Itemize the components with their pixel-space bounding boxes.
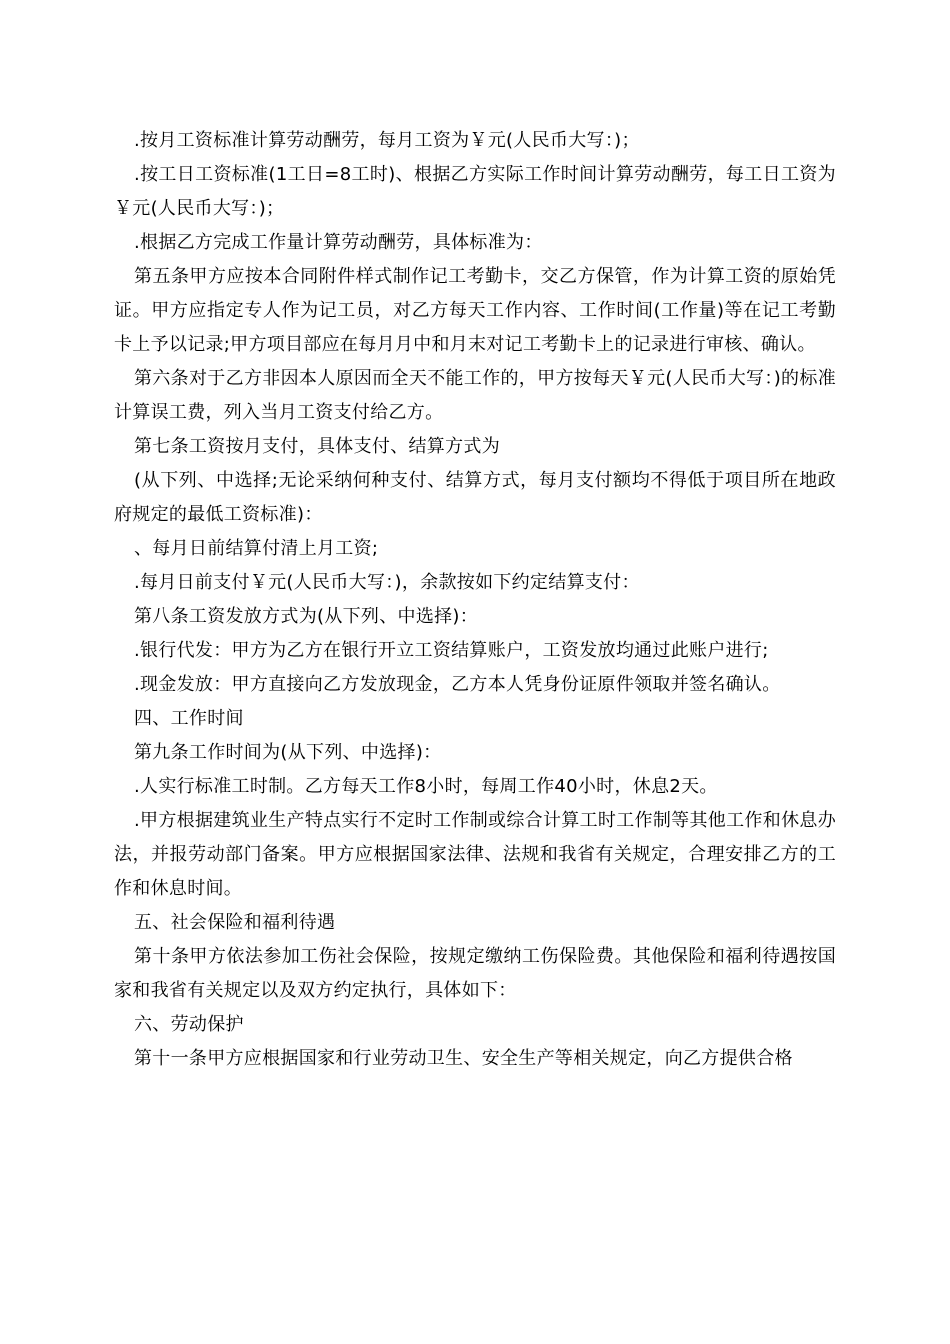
paragraph-monthly-wage: .按月工资标准计算劳动酬劳，每月工资为￥元(人民币大写：)；: [134, 130, 640, 151]
paragraph-cash-payment: .现金发放：甲方直接向乙方发放现金，乙方本人凭身份证原件领取并签名确认。: [134, 674, 781, 695]
section-heading-social-insurance: 五、社会保险和福利待遇: [134, 912, 336, 933]
paragraph-standard-hours: .人实行标准工时制。乙方每天工作8小时，每周工作40小时，休息2天。: [134, 776, 718, 797]
paragraph-article-7-note: (从下列、中选择;无论采纳何种支付、结算方式，每月支付额均不得低于项目所在地政府规定的最低工资标准)：: [114, 470, 836, 525]
paragraph-piece-rate: .根据乙方完成工作量计算劳动酬劳，具体标准为：: [134, 232, 543, 253]
paragraph-article-6: 第六条对于乙方非因本人原因而全天不能工作的，甲方按每天￥元(人民币大写：)的标准计算误工费，列入当月工资支付给乙方。: [114, 368, 836, 423]
paragraph-advance-payment: .每月日前支付￥元(人民币大写：)，余款按如下约定结算支付：: [134, 572, 640, 593]
paragraph-article-8: 第八条工资发放方式为(从下列、中选择)：: [134, 606, 479, 627]
paragraph-article-5: 第五条甲方应按本合同附件样式制作记工考勤卡，交乙方保管，作为计算工资的原始凭证。甲方应指定专人作为记工员，对乙方每天工作内容、工作时间(工作量)等在记工考勤卡上予以记录;甲方项目部应在每月月中和月末对记工考勤卡上的记录进行审核、确认。: [114, 266, 836, 355]
section-heading-working-time: 四、工作时间: [134, 708, 244, 729]
paragraph-article-9: 第九条工作时间为(从下列、中选择)：: [134, 742, 442, 763]
section-heading-labor-protection: 六、劳动保护: [134, 1014, 244, 1035]
paragraph-monthly-settlement: 、每月日前结算付清上月工资;: [134, 538, 379, 559]
paragraph-article-10: 第十条甲方依法参加工伤社会保险，按规定缴纳工伤保险费。其他保险和福利待遇按国家和我省有关规定以及双方约定执行，具体如下：: [114, 946, 836, 1001]
paragraph-article-7: 第七条工资按月支付，具体支付、结算方式为: [134, 436, 500, 457]
paragraph-bank-payment: .银行代发：甲方为乙方在银行开立工资结算账户，工资发放均通过此账户进行;: [134, 640, 769, 661]
paragraph-article-11: 第十一条甲方应根据国家和行业劳动卫生、安全生产等相关规定，向乙方提供合格: [134, 1048, 793, 1069]
paragraph-daily-wage: .按工日工资标准(1工日=8工时)、根据乙方实际工作时间计算劳动酬劳，每工日工资为￥元(人民币大写：)；: [114, 164, 836, 219]
document-body: [114, 124, 836, 1076]
paragraph-flexible-hours: .甲方根据建筑业生产特点实行不定时工作制或综合计算工时工作制等其他工作和休息办法，并报劳动部门备案。甲方应根据国家法律、法规和我省有关规定，合理安排乙方的工作和休息时间。: [114, 810, 836, 899]
